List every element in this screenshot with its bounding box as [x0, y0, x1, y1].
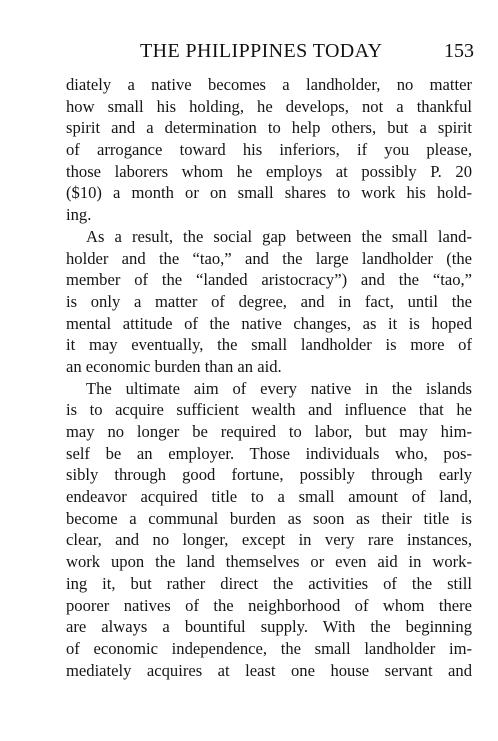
text-line: is only a matter of degree, and in fact, until the: [66, 291, 472, 311]
text-line: is to acquire sufficient wealth and influence that he: [66, 400, 472, 420]
text-line: work upon the land themselves or even aid in work-: [66, 552, 472, 572]
text-line: may no longer be required to labor, but may him-: [66, 422, 472, 441]
text-line: holder and the “tao,” and the large landholder (the: [66, 248, 472, 268]
text-line: ing.: [66, 205, 92, 225]
text-line: spirit and a determination to help others, but a spirit: [66, 118, 472, 138]
text-line: are always a bountiful supply. With the beginning: [66, 617, 472, 637]
text-line: it may eventually, the small landholder is more of: [66, 335, 472, 355]
text-line: diately a native becomes a landholder, no matter: [66, 75, 472, 94]
text-line: mediately acquires at least one house servant and: [66, 660, 472, 680]
text-line: how small his holding, he develops, not a thankful: [66, 96, 472, 116]
text-line: those laborers whom he employs at possibly P. 20: [66, 161, 472, 181]
text-line: self be an employer. Those individuals who, pos-: [66, 443, 472, 463]
paragraph: [66, 226, 472, 378]
running-title: THE PHILIPPINES TODAY: [140, 40, 383, 62]
text-line: endeavor acquired title to a small amount of land,: [66, 487, 472, 507]
body-text: [66, 74, 472, 681]
text-line: clear, and no longer, except in very rare instances,: [66, 530, 472, 550]
text-line: sibly through good fortune, possibly through early: [66, 465, 472, 485]
paragraph: [66, 74, 472, 226]
text-line: poorer natives of the neighborhood of whom there: [66, 595, 472, 615]
text-line: As a result, the social gap between the small land-: [86, 226, 472, 246]
text-line: of arrogance toward his inferiors, if you please,: [66, 140, 472, 160]
text-line: become a communal burden as soon as their title is: [66, 508, 472, 528]
text-line: ing it, but rather direct the activities of the still: [66, 573, 472, 593]
text-line: ($10) a month or on small shares to work his hold-: [66, 183, 472, 203]
text-line: mental attitude of the native changes, as it is hoped: [66, 313, 472, 333]
page-header: [66, 38, 474, 64]
text-line: of economic independence, the small landholder im-: [66, 638, 472, 658]
text-line: The ultimate aim of every native in the islands: [86, 378, 472, 398]
text-line: member of the “landed aristocracy”) and the “tao,”: [66, 270, 472, 290]
paragraph: [66, 378, 472, 682]
page-number: 153: [444, 40, 474, 62]
text-line: an economic burden than an aid.: [66, 356, 282, 376]
